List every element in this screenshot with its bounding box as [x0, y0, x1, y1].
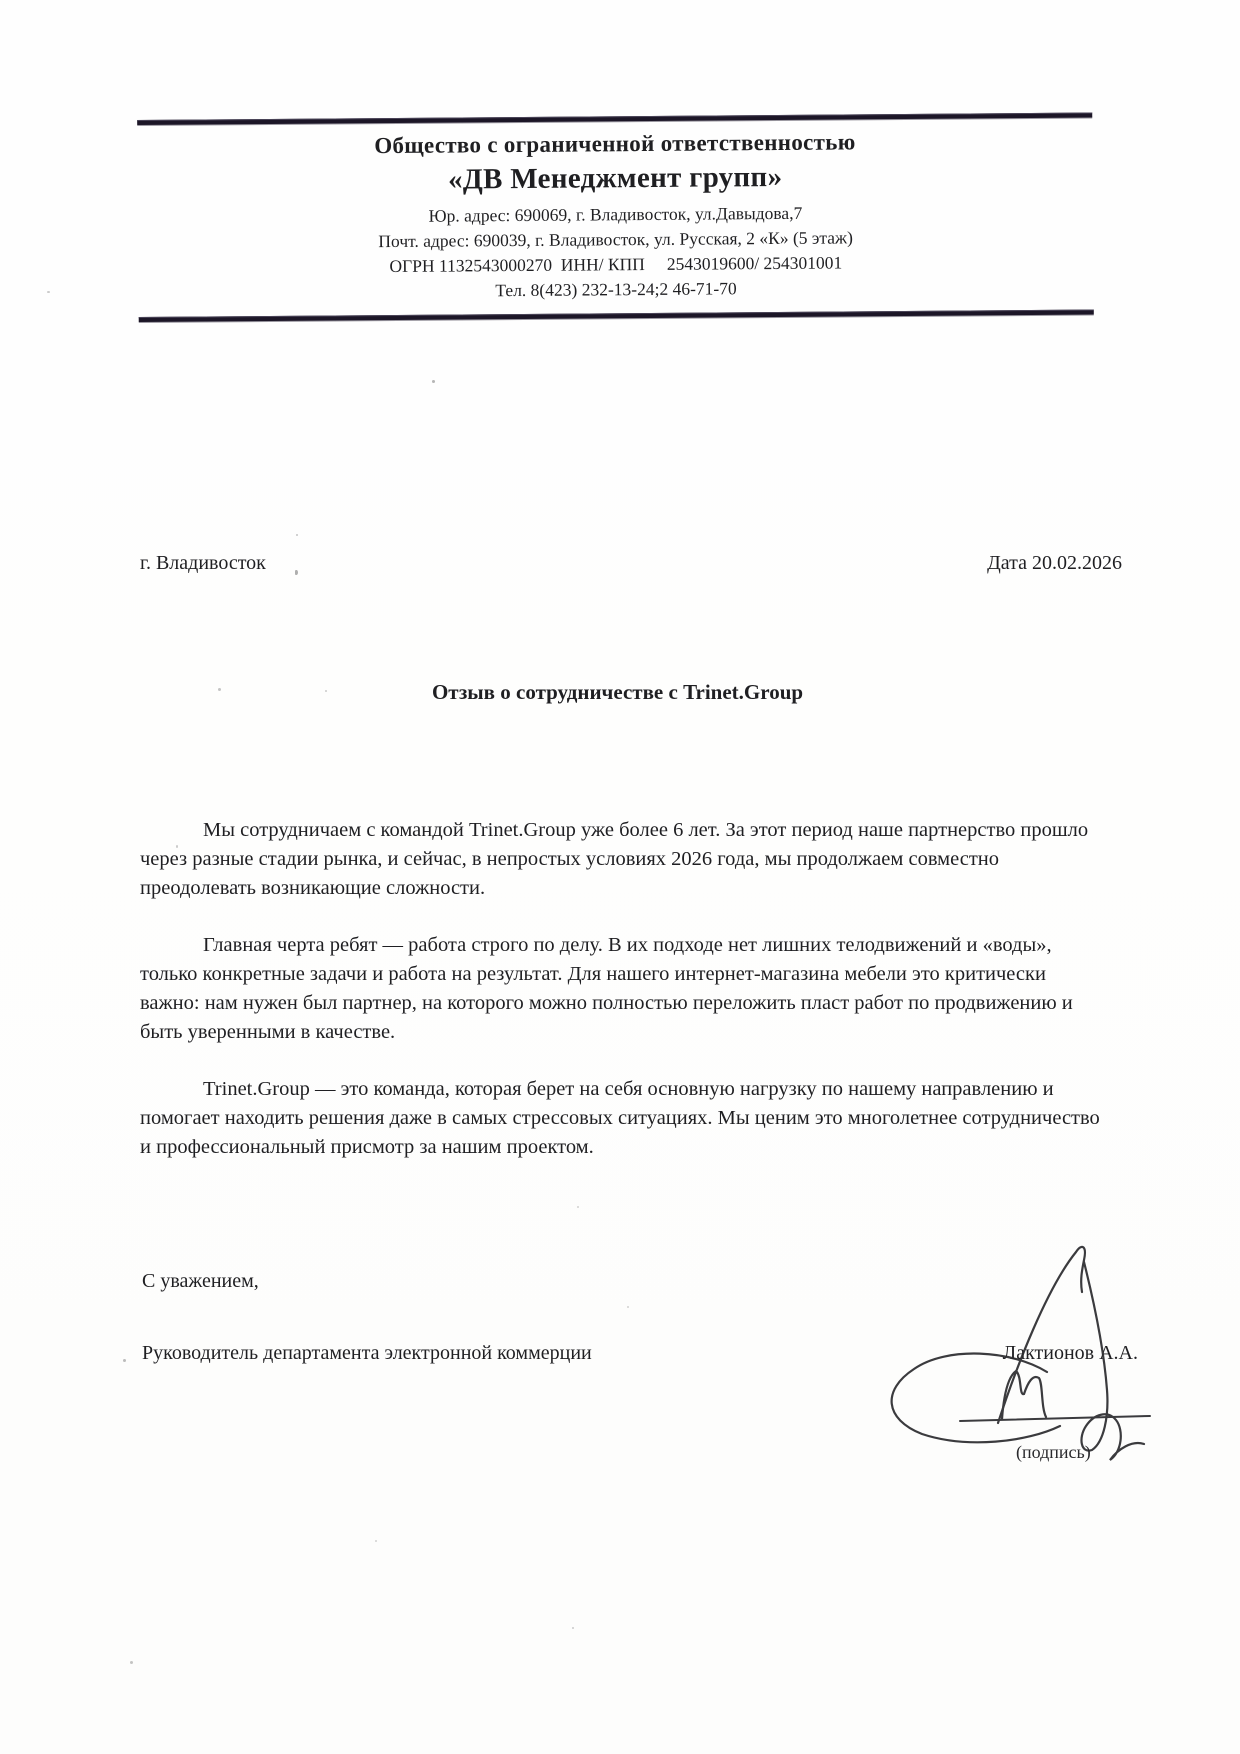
signer-position: Руководитель департамента электронной коммерции [142, 1342, 592, 1364]
scan-speck [432, 380, 435, 383]
scan-speck [295, 570, 298, 575]
letterhead-rule-bottom [139, 309, 1094, 322]
paragraph-3: Trinet.Group — это команда, которая берет на себя основную нагрузку по нашему направлению и помогает находить решения даже в самых стрессовых ситуациях. Мы ценим это многолетнее сотрудничество и профессиональный присмотр за нашим проектом. [140, 1078, 1100, 1158]
scan-speck [572, 1627, 574, 1629]
scan-speck [130, 1661, 133, 1664]
letter-body [140, 816, 1108, 1190]
scan-speck [123, 1359, 126, 1362]
document-title: Отзыв о сотрудничестве с Trinet.Group [431, 680, 804, 704]
scan-speck [218, 688, 221, 691]
handwritten-signature [852, 1230, 1162, 1482]
letterhead [137, 113, 1094, 322]
signature-caption: (подпись) [1016, 1442, 1091, 1462]
scan-speck [627, 1306, 629, 1308]
postal-address: Почт. адрес: 690039, г. Владивосток, ул. Русская, 2 «К» (5 этаж) [378, 227, 854, 252]
scan-speck [325, 690, 327, 692]
date-label: Дата 20.02.2026 [987, 552, 1122, 574]
organization-name: «ДВ Менеджмент групп» [447, 160, 783, 196]
signature-oval-stroke [892, 1354, 1060, 1443]
organization-type: Общество с ограниченной ответственностью [374, 129, 856, 159]
signature-flourish [1081, 1262, 1144, 1460]
scan-speck [577, 1206, 579, 1208]
signature-line [960, 1416, 1150, 1421]
paragraph-2: Главная черта ребят — работа строго по делу. В их подходе нет лишних телодвижений и «воды», только конкретные задачи и работа на результат. Для нашего интернет-магазина мебели это критически важно: нам нужен был партнер, на которого можно полностью переложить пласт работ по продвижению и быть уверенными в качестве. [140, 934, 1073, 1043]
registration-numbers: ОГРН 1132543000270 ИНН/ КПП 2543019600/ 254301001 [389, 252, 843, 277]
city-label: г. Владивосток [140, 552, 266, 574]
paragraph-1: Мы сотрудничаем с командой Trinet.Group уже более 6 лет. За этот период наше партнерство прошло через разные стадии рынка, и сейчас, в непростых условиях 2026 года, мы продолжаем совместно преодолевать возникающие сложности. [140, 819, 1089, 899]
scan-speck [176, 845, 178, 848]
scan-speck [47, 291, 50, 293]
closing-salutation: С уважением, [142, 1270, 259, 1292]
phone-number: Тел. 8(423) 232-13-24;2 46-71-70 [495, 278, 737, 301]
signer-name: Лактионов А.А. [1002, 1342, 1138, 1364]
legal-address: Юр. адрес: 690069, г. Владивосток, ул.Давыдова,7 [428, 202, 803, 226]
scan-speck [296, 534, 298, 536]
meta-line [140, 552, 1122, 575]
letterhead-rule-top [137, 113, 1092, 126]
scan-speck [375, 1540, 377, 1542]
